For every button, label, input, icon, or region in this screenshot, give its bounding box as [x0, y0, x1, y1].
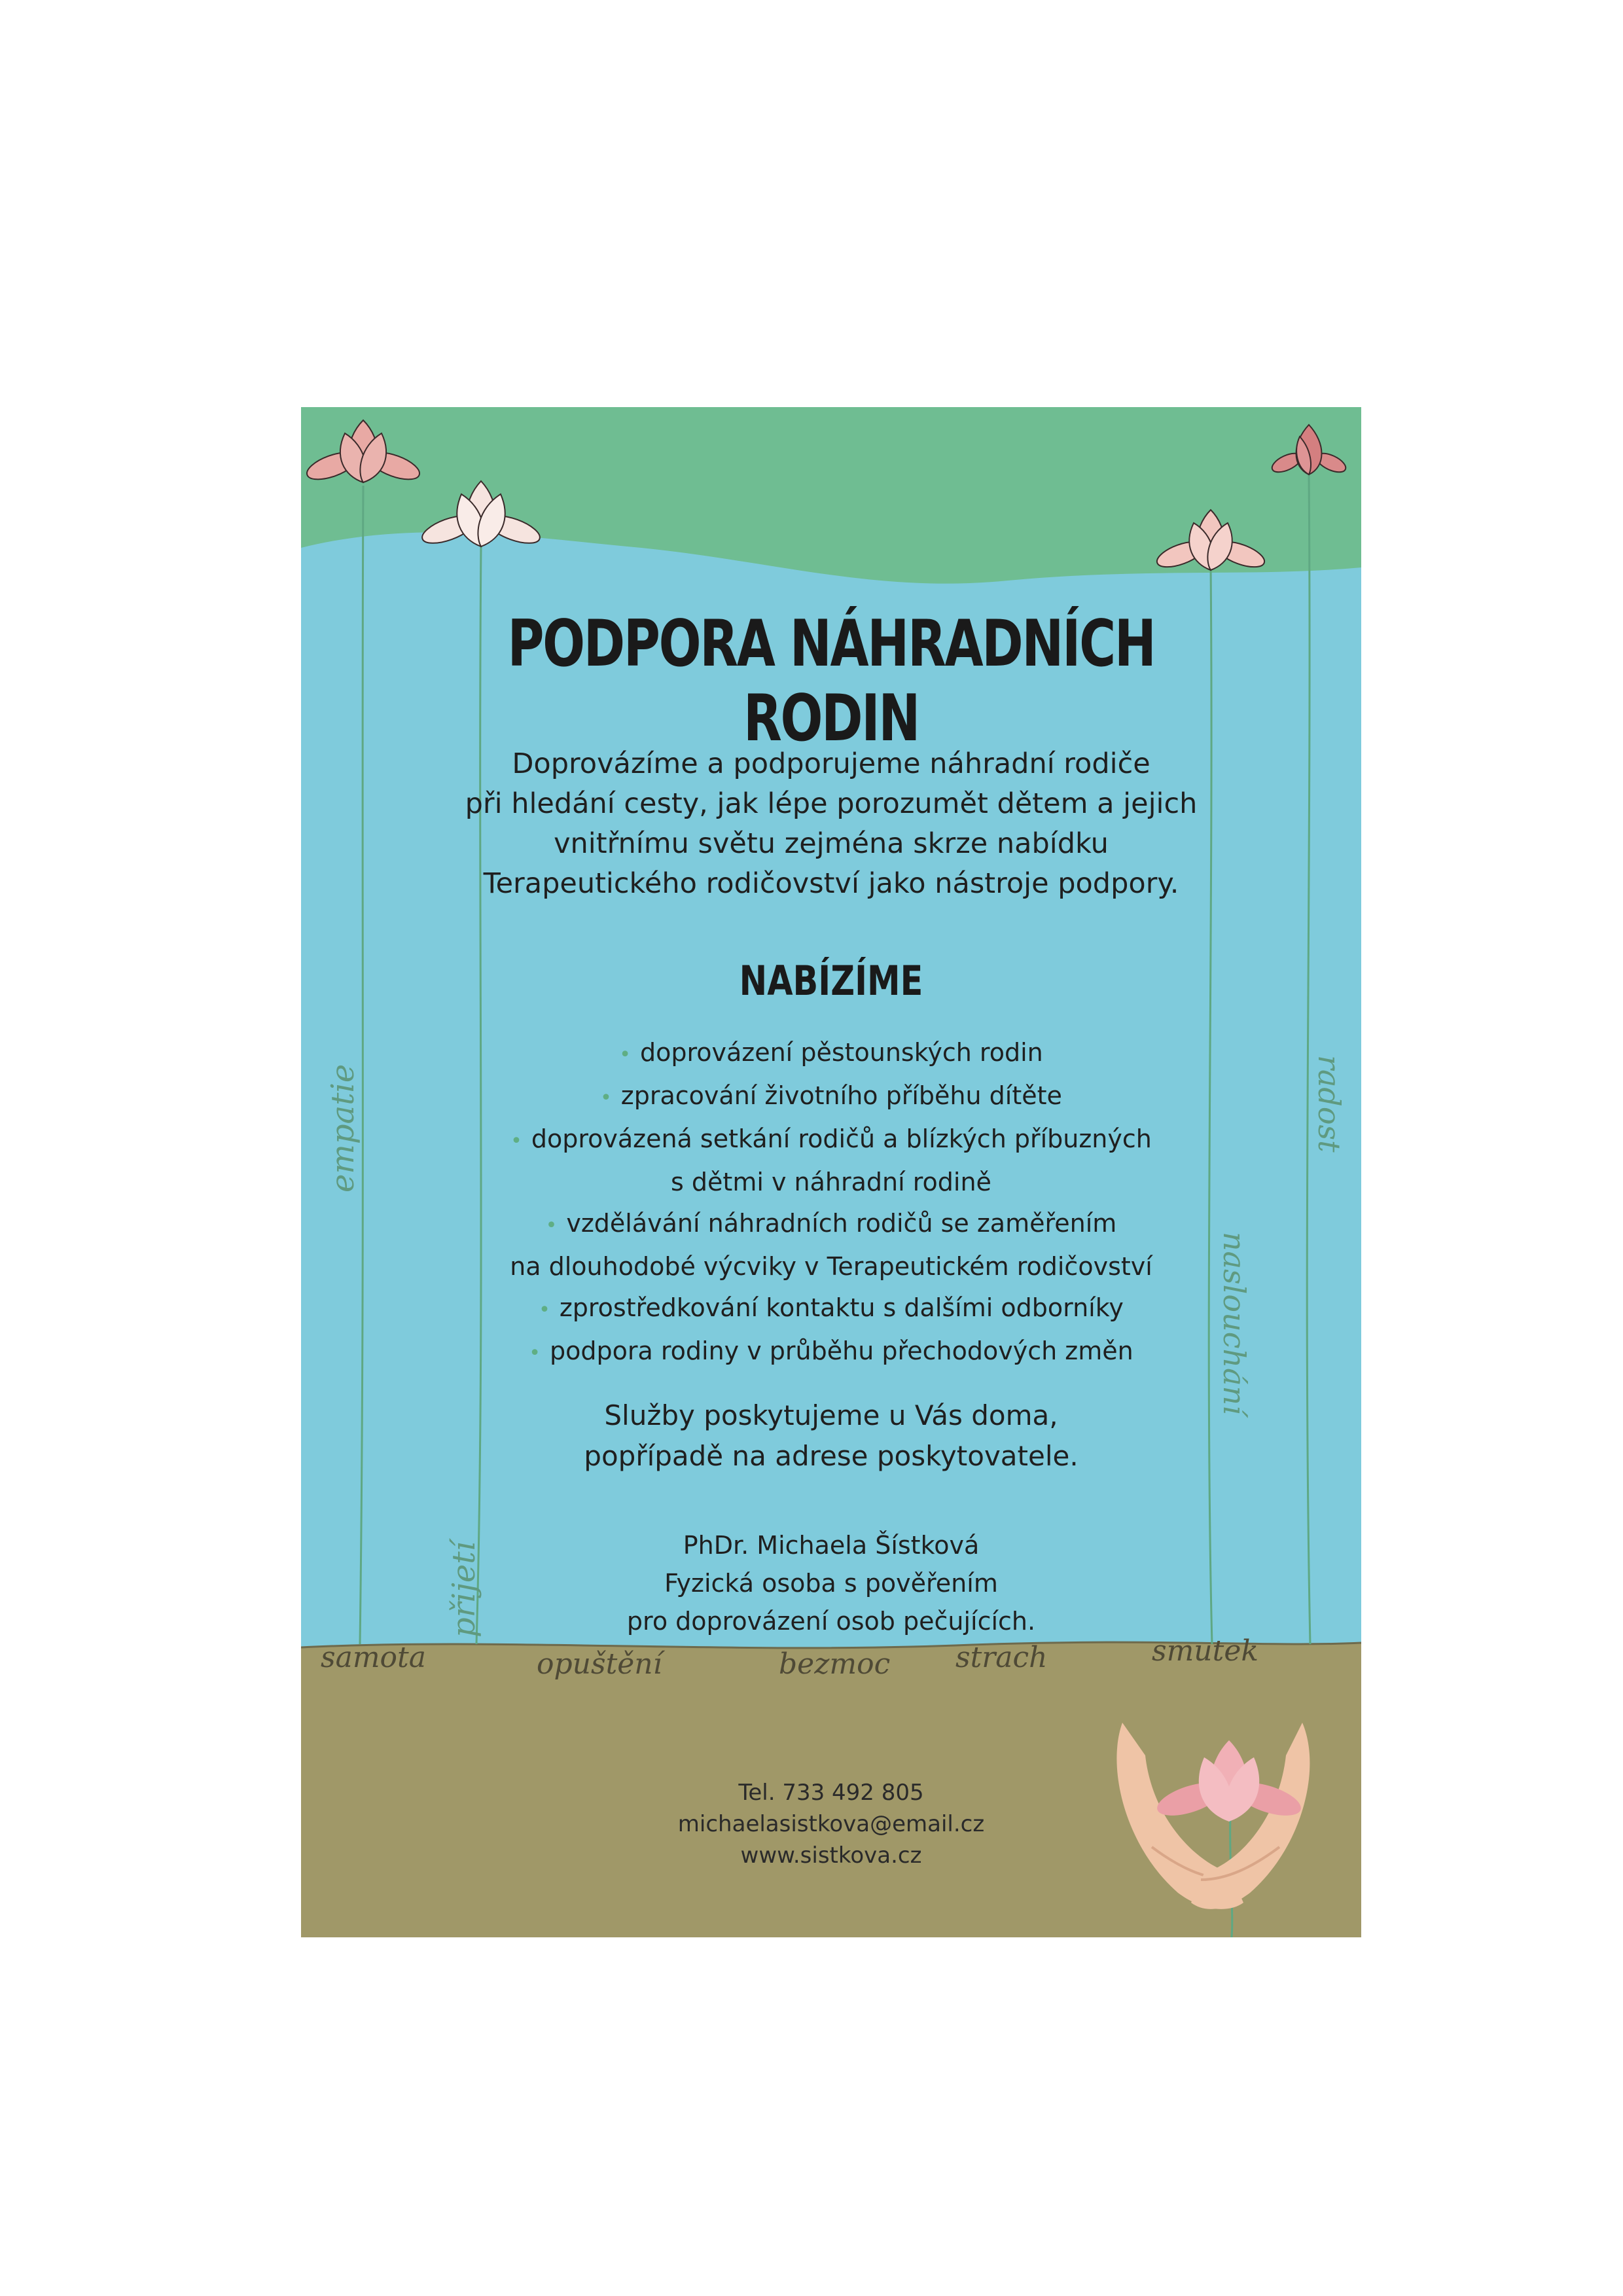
handwritten-fear: strach: [955, 1641, 1048, 1674]
intro-line: Doprovázíme a podporujeme náhradní rodiče: [512, 747, 1150, 780]
handwritten-empathy: empatie: [325, 1064, 361, 1193]
email-address: michaelasistkova@email.cz: [677, 1811, 985, 1837]
list-item-continuation: s dětmi v náhradní rodině: [671, 1168, 991, 1196]
handwritten-joy: radost: [1311, 1055, 1347, 1153]
contact-block: [301, 1777, 1361, 1871]
intro-line: při hledání cesty, jak lépe porozumět dětem a jejich: [465, 787, 1198, 820]
list-item: • doprovázení pěstounských rodin: [619, 1038, 1043, 1067]
list-item: • zpracování životního příběhu dítěte: [600, 1081, 1062, 1110]
bullet-icon: •: [539, 1299, 550, 1321]
handwritten-helplessness: bezmoc: [779, 1647, 891, 1681]
handwritten-listening: naslouchání: [1217, 1232, 1252, 1415]
services-note: Služby poskytujeme u Vás doma, popřípadě na adrese poskytovatele.: [584, 1399, 1079, 1472]
intro-line: vnitřnímu světu zejména skrze nabídku: [554, 827, 1109, 860]
page-title: PODPORA NÁHRADNÍCH RODIN: [507, 607, 1155, 756]
intro-paragraph: [301, 744, 1361, 904]
provider-info: [301, 1526, 1361, 1640]
phone-number: Tel. 733 492 805: [738, 1780, 924, 1806]
flyer: [301, 407, 1361, 1937]
bullet-icon: •: [619, 1043, 631, 1066]
handwritten-abandonment: opuštění: [537, 1647, 662, 1681]
list-item: • zprostředkování kontaktu s dalšími odborníky: [539, 1293, 1124, 1322]
website: www.sistkova.cz: [740, 1842, 922, 1869]
handwritten-loneliness: samota: [321, 1641, 426, 1674]
list-item: • podpora rodiny v průběhu přechodových změn: [529, 1336, 1133, 1365]
handwritten-sadness: smutek: [1152, 1634, 1259, 1668]
list-item-continuation: na dlouhodobé výcviky v Terapeutickém rodičovství: [510, 1252, 1152, 1281]
offer-heading: NABÍZÍME: [739, 957, 923, 1005]
bullet-icon: •: [545, 1214, 558, 1237]
provider-role: Fyzická osoba s pověřením: [664, 1569, 998, 1598]
bullet-icon: •: [529, 1342, 541, 1365]
offer-list: [301, 1032, 1361, 1374]
list-item: • doprovázená setkání rodičů a blízkých příbuzných: [510, 1124, 1152, 1153]
provider-name: PhDr. Michaela Šístková: [683, 1531, 980, 1560]
bullet-icon: •: [600, 1086, 612, 1109]
bullet-icon: •: [510, 1130, 522, 1153]
provider-role: pro doprovázení osob pečujících.: [626, 1607, 1036, 1636]
intro-line: Terapeutického rodičovství jako nástroje podpory.: [483, 867, 1179, 900]
handwritten-acceptance: přijetí: [446, 1541, 482, 1638]
list-item: • vzdělávání náhradních rodičů se zaměřením: [545, 1209, 1117, 1238]
